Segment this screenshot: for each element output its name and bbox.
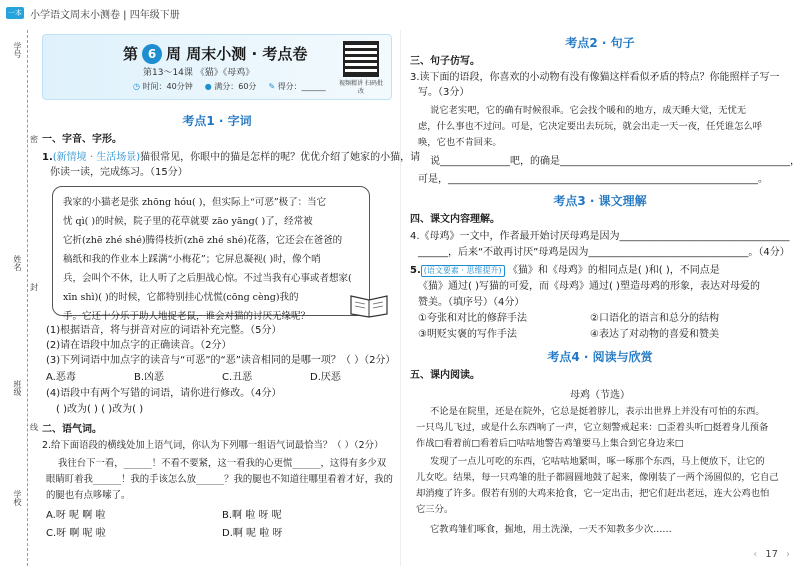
kd4-name: 阅读与欣赏 <box>592 350 653 364</box>
passage-line: 它折(zhē zhé shé)腾得枝折(zhē zhé shé)花落，它还会在爸爸的 <box>63 235 343 246</box>
next-arrow-icon[interactable]: › <box>786 549 790 560</box>
q5-line1 <box>410 263 720 278</box>
time-text: 时间：40分钟 <box>142 82 193 91</box>
total-score-text: 满分：60分 <box>214 82 257 91</box>
reading-line: 却消瘦了许多。假若有别的大鸡来抢食，它一定出击，把它们赶出老远，连大公鸡也怕 <box>416 488 770 499</box>
fold-line <box>27 30 28 566</box>
q1-option-c[interactable]: C.丑恶 <box>222 372 253 383</box>
q1-sub3: (3)下列词语中加点字的读音与“可恶”的“恶”读音相同的是哪一项？（ ）（2分） <box>46 355 396 366</box>
sec5-heading: 五、课内阅读。 <box>410 370 480 381</box>
kd3-name: 课文理解 <box>598 194 647 208</box>
q3-passage-line: 唤，它也不肯回来。 <box>418 137 502 148</box>
banner-title <box>123 43 307 64</box>
q1-text: 猫很常见，你眼中的猫是怎样的呢？优优介绍了她家的小猫，请 <box>140 152 421 163</box>
section-header-kd1: 考点1 · 字词 <box>182 114 252 128</box>
gutter-label-student-id: 学号 <box>13 42 22 58</box>
gutter-label-name: 姓名 <box>13 255 22 271</box>
section-header-kd2: 考点2 · 句子 <box>565 36 635 50</box>
sec4-heading: 四、课文内容理解。 <box>410 214 500 225</box>
reading-line: 它教鸡雏们啄食，掘地，用土洗澡，一天不知教多少次…… <box>430 524 672 535</box>
passage-line: xīn shì)( )的时候，它都特别挂心忧慌(cōng cèng)我的 <box>63 292 299 303</box>
kd4-label: 考点4 <box>547 350 580 364</box>
q2-text-line: 我往台下一看，______！不看不要紧，这一看我的心更慌______，这得有多少双 <box>58 458 387 469</box>
q1-sub2: (2)请在语段中加点字的正确读音。（2分） <box>46 340 232 351</box>
reading-line: 儿女吃。结果，每一只鸡雏的肚子都圆圆地鼓了起来，像刚装了一两个汤圆似的，它自己 <box>416 472 779 483</box>
q5-line3: 赞美。（填序号）（4分） <box>418 297 525 308</box>
kd3-label: 考点3 <box>553 194 586 208</box>
week-banner <box>42 34 392 100</box>
q2-text-line: 眼睛盯着我______！我的手该怎么放______？我的腿也不知道往哪里看着才好，我的 <box>46 474 393 485</box>
q5-option-1: ①夸张和对比的修辞手法 <box>418 313 527 324</box>
q1-sub4: (4)语段中有两个写错的词语，请你进行修改。（4分） <box>46 388 282 399</box>
clock-icon: ◷ <box>133 82 140 91</box>
total-score-info <box>205 81 257 92</box>
brand-logo: 一本 <box>8 9 22 17</box>
reading-line: 发现了一点儿可吃的东西，它咕咕地紧叫，啄一啄那个东西，马上便放下，让它的 <box>430 456 765 467</box>
q5-option-4: ④表达了对动物的喜爱和赞美 <box>590 329 719 340</box>
q4-line1[interactable]: 4.《母鸡》一文中，作者最开始讨厌母鸡是因为__________________________________ <box>410 231 790 242</box>
section-header-kd4: 考点4 · 阅读与欣赏 <box>547 350 653 364</box>
q1-option-b[interactable]: B.凶恶 <box>134 372 165 383</box>
banner-meta <box>133 81 326 92</box>
kd1-label: 考点1 <box>182 114 215 128</box>
sec3-heading: 三、句子仿写。 <box>410 56 480 67</box>
right-page <box>410 30 800 560</box>
prev-arrow-icon[interactable]: ‹ <box>753 549 758 560</box>
q1-tag: (新情境 · 生活场景) <box>52 152 141 163</box>
reading-line[interactable]: 作战□看着前□看着后□咕咕地警告鸡雏要马上集合到它身边来□ <box>416 438 684 449</box>
center-fold <box>400 30 401 566</box>
person-icon: ● <box>204 82 212 91</box>
q4-line2[interactable]: ______，后来“不敢再讨厌”母鸡是因为________________________________。（4分） <box>418 247 790 258</box>
qr-code-icon[interactable] <box>343 41 379 77</box>
series-title: 小学语文周末小测卷 | 四年级下册 <box>30 9 180 21</box>
q2-option-c[interactable]: C.呀 啊 呢 啦 <box>46 528 106 539</box>
score-info <box>268 81 325 92</box>
q3-stem2: 写。（3分） <box>418 87 470 98</box>
time-info <box>133 81 193 92</box>
q3-fill-line2[interactable]: 可是，______________________________________________________________。 <box>418 174 768 185</box>
gutter-mark-seal2: 封 <box>30 283 38 292</box>
passage-line: 兵，会叫个不休，让人听了之后胆战心惊。不过当我有心事或者想家( <box>63 273 352 284</box>
q3-passage-line: 说它老实吧，它的确有时候很乖。它会找个暖和的地方，成天睡大觉，无忧无 <box>430 105 747 116</box>
score-text: 得分：______ <box>277 82 326 91</box>
reading-line: 它三分。 <box>416 504 454 515</box>
q3-passage-line: 虑，什么事也不过问。可是，它决定要出去玩玩，就会出走一天一夜，任凭谁怎么呼 <box>418 121 762 132</box>
week-prefix: 第 <box>123 45 139 63</box>
page-number: 17 <box>765 549 778 560</box>
q5-tag: (语文要素 · 思维提升) <box>421 265 505 277</box>
week-number-badge: 6 <box>142 44 162 64</box>
binding-gutter <box>0 30 40 566</box>
q1-option-d[interactable]: D.厌恶 <box>310 372 341 383</box>
passage-line: 我家的小猫老是张 zhōng hóu( )，但实际上“可恶”极了：当它 <box>63 197 327 208</box>
banner-subtitle: 第13～14课 《猫》《母鸡》 <box>143 68 255 78</box>
kd1-name: 字词 <box>227 114 252 128</box>
sec1-heading: 一、字音、字形。 <box>42 134 122 145</box>
passage-line: 手。它还十分乐于助人地捉老鼠，谁会对猫的讨厌无缘呢？ <box>63 311 311 322</box>
q3-fill-line1[interactable]: 说______________吧，的确是______________________________________________， <box>430 156 800 167</box>
pencil-icon: ✎ <box>268 82 276 91</box>
passage-line: 稿纸和我的作业本上踩满“小梅花”；它屏息凝视( )时，像个哨 <box>63 254 321 265</box>
q1-fix-blanks[interactable]: ( )改为( ) ( )改为( ) <box>56 404 144 415</box>
gutter-label-class: 班级 <box>13 380 22 396</box>
q1-line2: 你读一读，完成练习。（15分） <box>50 167 188 178</box>
q5-number: 5. <box>410 265 421 276</box>
page-number-area <box>753 549 790 560</box>
kd2-name: 句子 <box>610 36 635 50</box>
q2-option-a[interactable]: A.呀 呢 啊 啦 <box>46 510 106 521</box>
q1-option-a[interactable]: A.恶毒 <box>46 372 76 383</box>
q1-number: 1. <box>42 152 53 163</box>
gutter-mark-line: 线 <box>30 423 38 432</box>
kd2-label: 考点2 <box>565 36 598 50</box>
reading-line: 一只鸟儿飞过，或是什么东西响了一声，它立刻警戒起来：□歪着头听□挺着身儿预备 <box>416 422 769 433</box>
left-page <box>42 30 421 560</box>
q2-option-b[interactable]: B.啊 啦 呀 呢 <box>222 510 282 521</box>
q1-sub1: (1)根据语音，将与拼音对应的词语补充完整。（5分） <box>46 325 282 336</box>
q2-text-line: 的腿也有点哆嗦了。 <box>46 490 131 501</box>
section-header-kd3: 考点3 · 课文理解 <box>553 194 647 208</box>
qr-label: 视频精讲 扫码批改 <box>339 80 383 95</box>
sec2-heading: 二、语气词。 <box>42 424 102 435</box>
q5-option-2: ②口语化的语言和总分的结构 <box>590 313 719 324</box>
q5-line2[interactable]: 《猫》通过( )写猫的可爱，而《母鸡》通过( )塑造母鸡的形象，表达对母爱的 <box>418 281 760 292</box>
reading-title: 母鸡（节选） <box>570 390 630 401</box>
passage-line: 忧 qì( )的时候，院子里的花草就要 zāo yāng( )了，经常被 <box>63 216 313 227</box>
q5-option-3: ③明贬实褒的写作手法 <box>418 329 517 340</box>
q2-option-d[interactable]: D.啊 呢 啦 呀 <box>222 528 283 539</box>
q5-text[interactable]: 《猫》和《母鸡》的相同点是( )和( )，不同点是 <box>507 265 720 276</box>
book-icon <box>347 288 391 318</box>
week-suffix: 周 周末小测 · 考点卷 <box>166 45 308 63</box>
top-bar <box>0 0 800 26</box>
reading-line: 不论是在院里，还是在院外，它总是挺着脖儿，表示出世界上并没有可怕的东西。 <box>430 406 765 417</box>
q3-stem: 3.读下面的语段，你喜欢的小动物有没有像猫这样看似矛盾的特点？你能照样子写一 <box>410 72 780 83</box>
q2-stem: 2.给下面语段的横线处加上语气词，你认为下列哪一组语气词最恰当？（ ）（2分） <box>42 440 384 451</box>
q1-passage-box <box>52 186 370 322</box>
q1-line1 <box>42 150 420 165</box>
gutter-label-school: 学校 <box>13 490 22 506</box>
gutter-mark-seal: 密 <box>30 135 38 144</box>
